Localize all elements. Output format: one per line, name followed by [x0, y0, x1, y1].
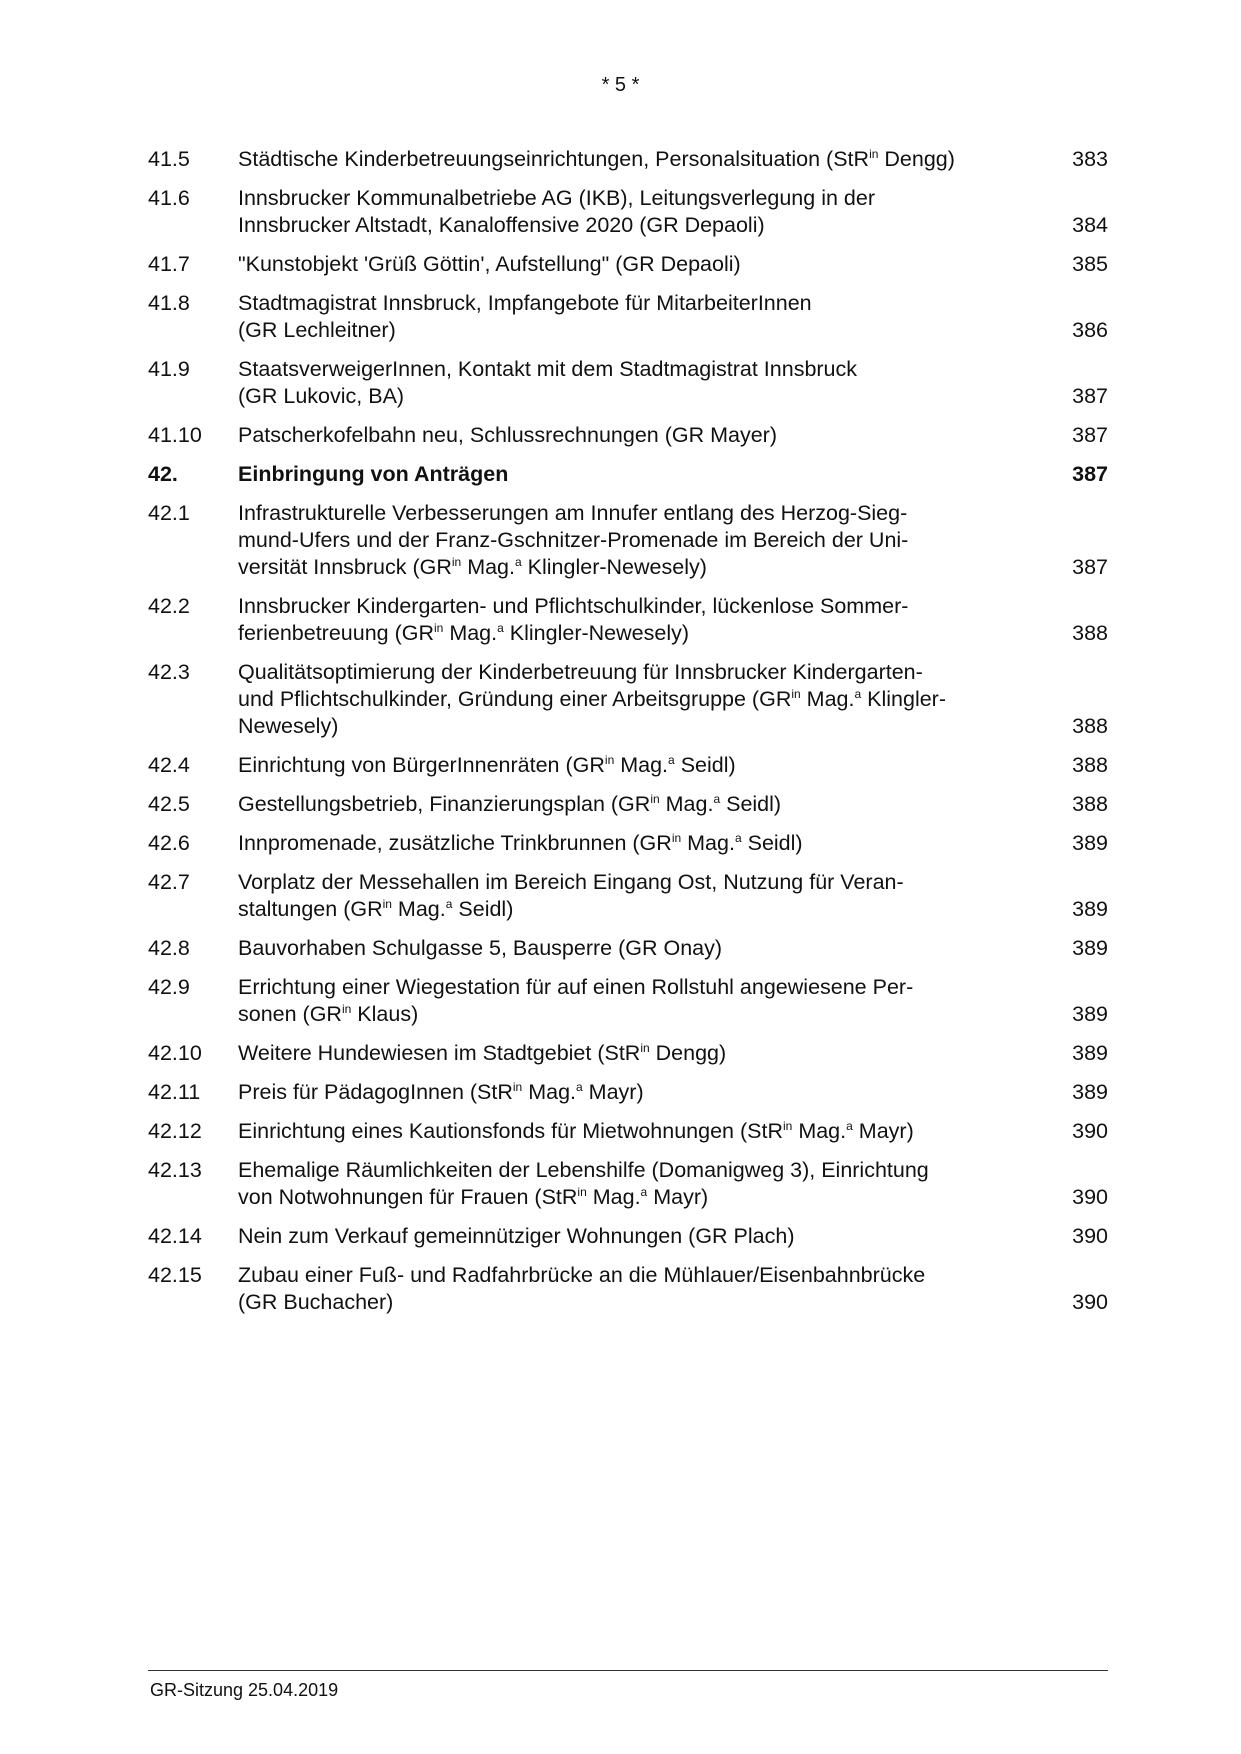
toc-entry-number: 41.7 — [148, 252, 190, 276]
page-number: * 5 * — [601, 74, 640, 96]
toc-entry-title — [238, 146, 1048, 173]
toc-entry-page: 390 — [1072, 1290, 1108, 1314]
toc-entry-number: 42.5 — [148, 792, 190, 816]
toc-entry-title — [238, 251, 1048, 278]
toc-entry-number: 42.10 — [148, 1041, 202, 1065]
toc-entry-page: 386 — [1072, 318, 1108, 342]
toc-entry — [148, 146, 1108, 173]
toc-entry-title-line: Bauvorhaben Schulgasse 5, Bausperre (GR Onay) — [238, 936, 723, 960]
toc-entry-number: 42.8 — [148, 936, 190, 960]
toc-entry-page: 389 — [1072, 831, 1108, 855]
toc-entry-page: 389 — [1072, 1080, 1108, 1104]
toc-entry — [148, 869, 1108, 923]
toc-entry — [148, 356, 1108, 410]
toc-entry-page: 390 — [1072, 1185, 1108, 1209]
toc-entry-title — [238, 974, 1048, 1028]
toc-entry-page: 388 — [1072, 753, 1108, 777]
toc-entry-title-line: Einrichtung von BürgerInnenräten ($GR^{in}$ Mag.$^a$ Seidl) — [238, 753, 736, 777]
toc-entry-page: 387 — [1072, 384, 1108, 408]
toc-entry-page: 387 — [1072, 462, 1108, 486]
toc-entry-title-line: (GR Lechleitner) — [238, 318, 396, 342]
toc-entry — [148, 659, 1108, 740]
toc-entry-page: 388 — [1072, 792, 1108, 816]
toc-entry — [148, 593, 1108, 647]
toc-entry-title — [238, 752, 1048, 779]
toc-entry-title-line: Preis für PädagogInnen (StR$^{in}$ Mag.$^a$ Mayr) — [238, 1080, 644, 1104]
toc-entry — [148, 1118, 1108, 1145]
toc-entry-title-line: Innsbrucker Kindergarten- und Pflichtschulkinder, lückenlose Sommer- — [238, 594, 909, 618]
toc-entry-title — [238, 1040, 1048, 1067]
toc-entry-page: 387 — [1072, 423, 1108, 447]
toc-entry — [148, 974, 1108, 1028]
toc-entry-title-line: Weitere Hundewiesen im Stadtgebiet (StR$^{in}$ Dengg) — [238, 1041, 727, 1065]
toc-entry — [148, 1223, 1108, 1250]
toc-entry-title — [238, 1079, 1048, 1106]
toc-entry-title-line: sonen ($GR^{in}$ Klaus) — [238, 1002, 419, 1026]
toc-entry — [148, 1079, 1108, 1106]
toc-entry — [148, 290, 1108, 344]
toc-entry — [148, 1262, 1108, 1316]
toc-entry-title-line: (GR Buchacher) — [238, 1290, 394, 1314]
toc-entry-title — [238, 461, 1048, 488]
toc-entry — [148, 1157, 1108, 1211]
toc-entry-title — [238, 830, 1048, 857]
toc-entry-page: 389 — [1072, 936, 1108, 960]
toc-entry-title-line: Vorplatz der Messehallen im Bereich Eingang Ost, Nutzung für Veran- — [238, 870, 904, 894]
toc-entry-title-line: Innsbrucker Altstadt, Kanaloffensive 2020 (GR Depaoli) — [238, 213, 765, 237]
toc-entry-title — [238, 1223, 1048, 1250]
toc-entry-title — [238, 356, 1048, 410]
toc-entry-title-line: von Notwohnungen für Frauen (StR$^{in}$ Mag.$^a$ Mayr) — [238, 1185, 709, 1209]
toc-entry — [148, 251, 1108, 278]
toc-entry — [148, 422, 1108, 449]
toc-entry-number: 42. — [148, 462, 178, 486]
toc-entry-title-line: mund-Ufers und der Franz-Gschnitzer-Promenade im Bereich der Uni- — [238, 528, 909, 552]
toc-entry-number: 42.6 — [148, 831, 190, 855]
toc-entry-number: 42.7 — [148, 870, 190, 894]
toc-entry-number: 42.4 — [148, 753, 190, 777]
toc-entry-number: 42.2 — [148, 594, 190, 618]
toc-entry-page: 388 — [1072, 621, 1108, 645]
footer-text: GR-Sitzung 25.04.2019 — [150, 1680, 339, 1700]
toc-entry-title-line: Einbringung von Anträgen — [238, 462, 509, 486]
toc-entry-title-line: Infrastrukturelle Verbesserungen am Innufer entlang des Herzog-Sieg- — [238, 501, 908, 525]
toc-entry-number: 42.15 — [148, 1263, 202, 1287]
toc-entry-title-line: Newesely) — [238, 714, 339, 738]
toc-entry-number: 42.3 — [148, 660, 190, 684]
toc-entry-number: 42.11 — [148, 1080, 201, 1104]
toc-entry-title-line: Stadtmagistrat Innsbruck, Impfangebote für MitarbeiterInnen — [238, 291, 812, 315]
toc-entry-number: 42.13 — [148, 1158, 202, 1182]
toc-entry-page: 384 — [1072, 213, 1108, 237]
toc-entry — [148, 830, 1108, 857]
toc-entry-title-line: Innsbrucker Kommunalbetriebe AG (IKB), Leitungsverlegung in der — [238, 186, 875, 210]
toc-entry-title — [238, 1157, 1048, 1211]
toc-entry-title-line: und Pflichtschulkinder, Gründung einer Arbeitsgruppe ($GR^{in}$ Mag.$^a$ Klingler- — [238, 687, 946, 711]
toc-entry — [148, 752, 1108, 779]
toc-entry-title-line: Patscherkofelbahn neu, Schlussrechnungen (GR Mayer) — [238, 423, 777, 447]
toc-entry-title — [238, 1262, 1048, 1316]
toc-entry-title — [238, 659, 1048, 740]
toc-entry-number: 41.6 — [148, 186, 190, 210]
toc-entry-title — [238, 869, 1048, 923]
toc-entry-number: 42.9 — [148, 975, 190, 999]
toc-entry-title-line: (GR Lukovic, BA) — [238, 384, 405, 408]
toc-entry-title-line: Errichtung einer Wiegestation für auf einen Rollstuhl angewiesene Per- — [238, 975, 914, 999]
toc-entry-title-line: Innpromenade, zusätzliche Trinkbrunnen ($GR^{in}$ Mag.$^a$ Seidl) — [238, 831, 803, 855]
toc-entry — [148, 791, 1108, 818]
toc-entry-number: 41.10 — [148, 423, 202, 447]
footer-divider — [148, 1670, 1108, 1671]
toc-entry — [148, 500, 1108, 581]
toc-entry-page: 387 — [1072, 555, 1108, 579]
toc-entry-title-line: staltungen ($GR^{in}$ Mag.$^a$ Seidl) — [238, 897, 514, 921]
toc-entry-page: 389 — [1072, 1002, 1108, 1026]
toc-entry-title — [238, 593, 1048, 647]
toc-entry-title-line: Zubau einer Fuß- und Radfahrbrücke an die Mühlauer/Eisenbahnbrücke — [238, 1263, 926, 1287]
toc-entry-title — [238, 935, 1048, 962]
toc-entry-number: 42.14 — [148, 1224, 202, 1248]
toc-entry-page: 389 — [1072, 1041, 1108, 1065]
toc-entry-title-line: Ehemalige Räumlichkeiten der Lebenshilfe (Domanigweg 3), Einrichtung — [238, 1158, 929, 1182]
toc-entry-title — [238, 791, 1048, 818]
toc-entry-title — [238, 185, 1048, 239]
toc-entry-page: 385 — [1072, 252, 1108, 276]
toc-entry-title-line: ferienbetreuung ($GR^{in}$ Mag.$^a$ Klingler-Newesely) — [238, 621, 690, 645]
toc-entry-number: 41.8 — [148, 291, 190, 315]
toc-entry — [148, 185, 1108, 239]
toc-entry-number: 41.9 — [148, 357, 190, 381]
toc-entry-title-line: Städtische Kinderbetreuungseinrichtungen, Personalsituation (StR$^{in}$ Dengg) — [238, 147, 955, 171]
toc-entry-number: 41.5 — [148, 147, 190, 171]
table-of-contents — [148, 146, 1108, 1328]
toc-entry-title — [238, 290, 1048, 344]
toc-entry — [148, 935, 1108, 962]
toc-entry-title — [238, 1118, 1048, 1145]
toc-entry-page: 388 — [1072, 714, 1108, 738]
toc-entry-title-line: Nein zum Verkauf gemeinnütziger Wohnungen (GR Plach) — [238, 1224, 795, 1248]
toc-entry-page: 383 — [1072, 147, 1108, 171]
toc-entry-title-line: Gestellungsbetrieb, Finanzierungsplan ($GR^{in}$ Mag.$^a$ Seidl) — [238, 792, 782, 816]
toc-entry-title — [238, 422, 1048, 449]
toc-entry-title-line: versität Innsbruck ($GR^{in}$ Mag.$^a$ Klingler-Newesely) — [238, 555, 707, 579]
toc-entry — [148, 461, 1108, 488]
toc-entry-title-line: "Kunstobjekt 'Grüß Göttin', Aufstellung" (GR Depaoli) — [238, 252, 741, 276]
toc-entry-page: 390 — [1072, 1119, 1108, 1143]
toc-entry-title — [238, 500, 1048, 581]
toc-entry-page: 389 — [1072, 897, 1108, 921]
toc-entry-number: 42.12 — [148, 1119, 202, 1143]
toc-entry-title-line: Qualitätsoptimierung der Kinderbetreuung für Innsbrucker Kindergarten- — [238, 660, 923, 684]
toc-entry-title-line: StaatsverweigerInnen, Kontakt mit dem Stadtmagistrat Innsbruck — [238, 357, 858, 381]
toc-entry-page: 390 — [1072, 1224, 1108, 1248]
toc-entry — [148, 1040, 1108, 1067]
toc-entry-title-line: Einrichtung eines Kautionsfonds für Mietwohnungen (StR$^{in}$ Mag.$^a$ Mayr) — [238, 1119, 914, 1143]
toc-entry-number: 42.1 — [148, 501, 190, 525]
